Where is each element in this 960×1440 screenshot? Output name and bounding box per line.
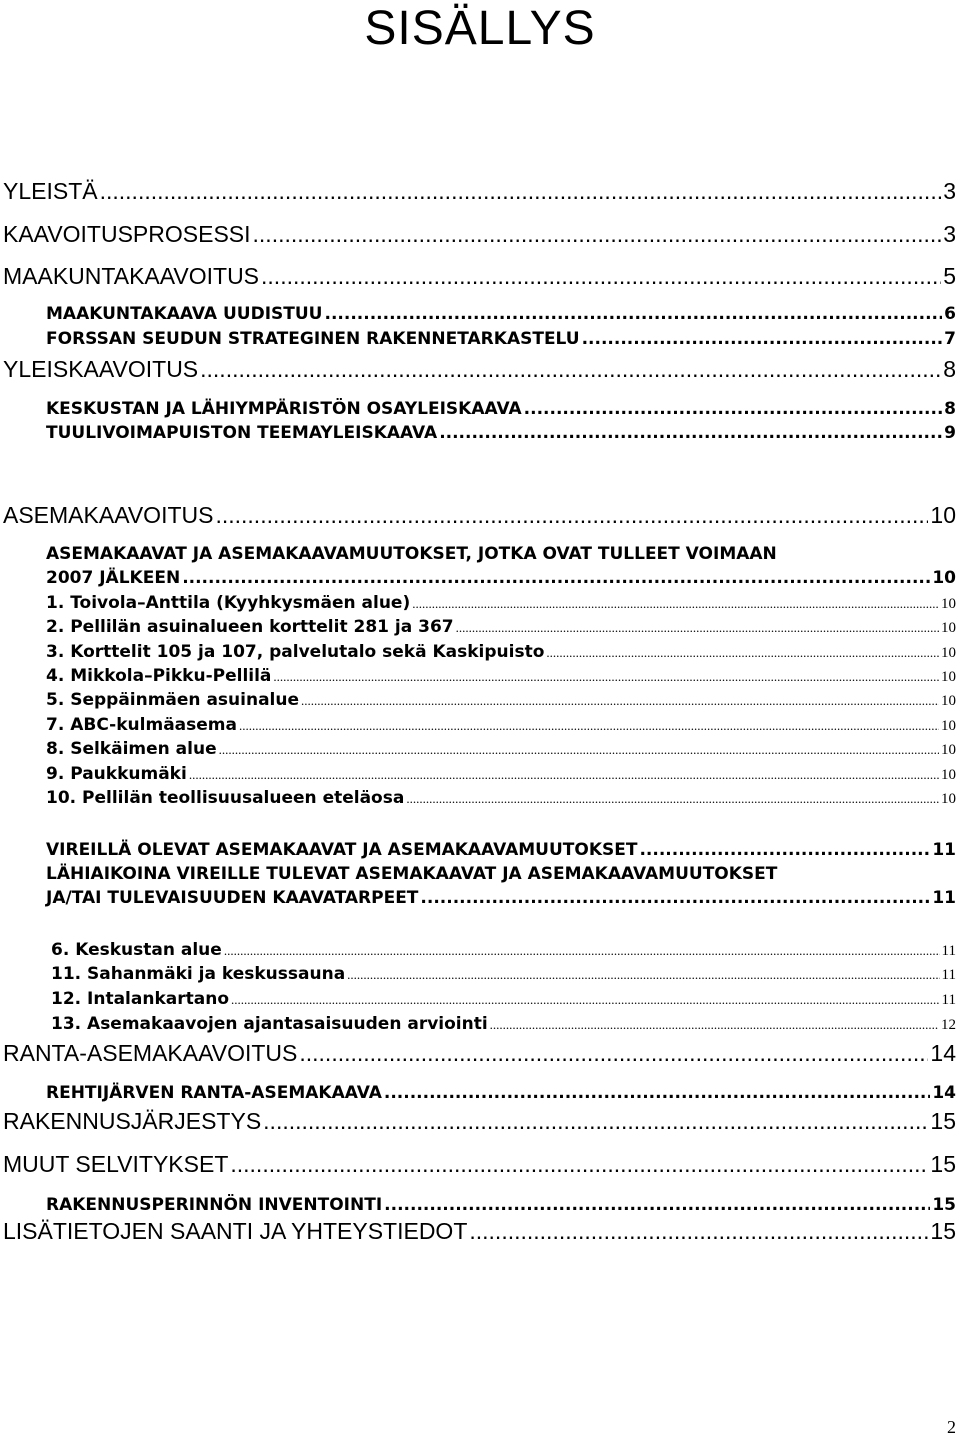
dot-leader: [100, 176, 942, 206]
toc-page-number: 9: [944, 423, 956, 443]
toc-page-number: 15: [930, 1108, 956, 1134]
toc-label: 2. Pellilän asuinalueen korttelit 281 ja 367: [46, 617, 454, 637]
dot-leader: [239, 714, 939, 738]
dot-leader: [469, 1216, 928, 1246]
toc-page-number: 10: [941, 767, 956, 783]
toc-page-number: 10: [930, 502, 956, 528]
toc-label: YLEISTÄ: [3, 178, 98, 204]
toc-page-number: 11: [941, 992, 956, 1008]
toc-entry-rakennusjarjestys[interactable]: [3, 1106, 956, 1136]
toc-page-number: 5: [943, 263, 956, 289]
toc-page-number: 15: [930, 1218, 956, 1244]
toc-label: 6. Keskustan alue: [51, 940, 222, 960]
toc-entry-line1: LÄHIAIKOINA VIREILLE TULEVAT ASEMAKAAVAT JA ASEMAKAAVAMUUTOKSET: [46, 864, 778, 884]
toc-entry-rakennusperinto[interactable]: [46, 1193, 956, 1217]
dot-leader: [224, 939, 940, 963]
toc-page-number: 10: [941, 742, 956, 758]
toc-entry-keskustan-alue[interactable]: [51, 938, 956, 962]
toc-label: 8. Selkäimen alue: [46, 739, 217, 759]
toc-page-number: 8: [944, 399, 956, 419]
toc-page-number: 11: [932, 840, 956, 860]
dot-leader: [230, 1149, 928, 1179]
toc-page-number: 10: [941, 645, 956, 661]
page-title: SISÄLLYS: [364, 2, 596, 55]
toc-entry-asemakaavat-voimaan[interactable]: [46, 566, 956, 590]
toc-label: 9. Paukkumäki: [46, 764, 187, 784]
toc-entry-selkaimen-alue[interactable]: [46, 737, 956, 761]
toc-page-number: 6: [944, 304, 956, 324]
toc-label: TUULIVOIMAPUISTON TEEMAYLEISKAAVA: [46, 423, 438, 443]
toc-page-number: 14: [930, 1040, 956, 1066]
toc-page-number: 15: [932, 1195, 956, 1215]
dot-leader: [301, 689, 939, 713]
dot-leader: [384, 1193, 930, 1217]
toc-entry-ranta-asemakaavoitus[interactable]: [3, 1038, 956, 1068]
toc-label: 4. Mikkola–Pikku-Pellilä: [46, 666, 272, 686]
dot-leader: [406, 787, 939, 811]
toc-label: 13. Asemakaavojen ajantasaisuuden arviointi: [51, 1014, 488, 1034]
toc-label: RAKENNUSJÄRJESTYS: [3, 1108, 262, 1134]
toc-label: VIREILLÄ OLEVAT ASEMAKAAVAT JA ASEMAKAAVAMUUTOKSET: [46, 840, 638, 860]
dot-leader: [524, 397, 943, 421]
toc-entry-kaavoitusprosessi[interactable]: [3, 219, 956, 249]
toc-label: REHTIJÄRVEN RANTA-ASEMAKAAVA: [46, 1083, 382, 1103]
dot-leader: [215, 500, 928, 530]
toc-label: MUUT SELVITYKSET: [3, 1151, 229, 1177]
dot-leader: [324, 302, 942, 326]
toc-entry-yleiskaavoitus[interactable]: [3, 354, 956, 384]
toc-label: KESKUSTAN JA LÄHIYMPÄRISTÖN OSAYLEISKAAVA: [46, 399, 522, 419]
toc-label: MAAKUNTAKAAVOITUS: [3, 263, 260, 289]
dot-leader: [182, 566, 930, 590]
toc-entry-vireilla-olevat[interactable]: [46, 838, 956, 862]
dot-leader: [261, 261, 941, 291]
toc-entry-intalankartano[interactable]: [51, 987, 956, 1011]
toc-page-number: 11: [941, 967, 956, 983]
dot-leader: [420, 886, 930, 910]
toc-page-number: 10: [941, 791, 956, 807]
toc-label: LISÄTIETOJEN SAANTI JA YHTEYSTIEDOT: [3, 1218, 468, 1244]
toc-entry-lisatietojen-saanti[interactable]: [3, 1216, 956, 1246]
toc-label: 10. Pellilän teollisuusalueen eteläosa: [46, 788, 405, 808]
toc-page-number: 10: [941, 596, 956, 612]
toc-label: KAAVOITUSPROSESSI: [3, 221, 251, 247]
toc-entry-toivola-anttila[interactable]: [46, 591, 956, 615]
page-number: 2: [947, 1417, 956, 1437]
toc-entry-line1: ASEMAKAAVAT JA ASEMAKAAVAMUUTOKSET, JOTKA OVAT TULLEET VOIMAAN: [46, 544, 777, 564]
dot-leader: [231, 988, 940, 1012]
toc-page-number: 10: [941, 620, 956, 636]
toc-entry-yleista[interactable]: [3, 176, 956, 206]
toc-label: FORSSAN SEUDUN STRATEGINEN RAKENNETARKASTELU: [46, 329, 580, 349]
dot-leader: [384, 1081, 930, 1105]
dot-leader: [639, 838, 930, 862]
dot-leader: [490, 1013, 939, 1037]
toc-entry-rehtijarvi[interactable]: [46, 1081, 956, 1105]
toc-entry-forssan-seudun[interactable]: [46, 327, 956, 351]
toc-entry-seppainmaki[interactable]: [46, 688, 956, 712]
toc-page-number: 12: [941, 1017, 956, 1033]
toc-page-number: 10: [941, 693, 956, 709]
dot-leader: [263, 1106, 928, 1136]
toc-label: RAKENNUSPERINNÖN INVENTOINTI: [46, 1195, 383, 1215]
toc-page-number: 10: [941, 718, 956, 734]
toc-entry-korttelit-105-107[interactable]: [46, 640, 956, 664]
toc-label: ASEMAKAAVOITUS: [3, 502, 214, 528]
dot-leader: [219, 738, 939, 762]
toc-label: JA/TAI TULEVAISUUDEN KAAVATARPEET: [46, 888, 419, 908]
toc-entry-lahiaikoina[interactable]: [46, 886, 956, 910]
toc-page-number: 11: [932, 888, 956, 908]
dot-leader: [456, 616, 939, 640]
toc-entry-maakuntakaava-uudistuu[interactable]: [46, 302, 956, 326]
dot-leader: [347, 963, 939, 987]
toc-page-number: 10: [932, 568, 956, 588]
toc-label: YLEISKAAVOITUS: [3, 356, 199, 382]
dot-leader: [546, 641, 939, 665]
toc-label: 3. Korttelit 105 ja 107, palvelutalo sekä Kaskipuisto: [46, 642, 545, 662]
toc-label: 1. Toivola–Anttila (Kyyhkysmäen alue): [46, 593, 411, 613]
toc-label: RANTA-ASEMAKAAVOITUS: [3, 1040, 298, 1066]
toc-page-number: 11: [941, 943, 956, 959]
toc-entry-mikkola[interactable]: [46, 664, 956, 688]
toc-entry-sahanmaki[interactable]: [51, 962, 956, 986]
toc-entry-ajantasaisuus[interactable]: [51, 1012, 956, 1036]
toc-page-number: 8: [943, 356, 956, 382]
toc-page-number: 3: [943, 178, 956, 204]
toc-page-number: 3: [943, 221, 956, 247]
toc-entry-pellilan-korttelit[interactable]: [46, 615, 956, 639]
toc-label: 5. Seppäinmäen asuinalue: [46, 690, 300, 710]
dot-leader: [200, 354, 941, 384]
toc-page-number: 15: [930, 1151, 956, 1177]
toc-entry-tuulivoimapuisto[interactable]: [46, 421, 956, 445]
toc-entry-asemakaavoitus[interactable]: [3, 500, 956, 530]
toc-entry-keskustan-osayleiskaava[interactable]: [46, 397, 956, 421]
dot-leader: [582, 327, 943, 351]
toc-label: 7. ABC-kulmäasema: [46, 715, 237, 735]
toc-page-number: 7: [944, 329, 956, 349]
dot-leader: [253, 219, 942, 249]
dot-leader: [299, 1038, 928, 1068]
toc-entry-paukkumaki[interactable]: [46, 762, 956, 786]
toc-page-number: 10: [941, 669, 956, 685]
toc-label: 2007 JÄLKEEN: [46, 568, 181, 588]
toc-entry-maakuntakaavoitus[interactable]: [3, 261, 956, 291]
toc-label: 11. Sahanmäki ja keskussauna: [51, 964, 346, 984]
toc-page-number: 14: [932, 1083, 956, 1103]
toc-label: 12. Intalankartano: [51, 989, 230, 1009]
toc-label: MAAKUNTAKAAVA UUDISTUU: [46, 304, 323, 324]
toc-entry-pellilan-teollisuusalue[interactable]: [46, 786, 956, 810]
dot-leader: [439, 421, 942, 445]
dot-leader: [412, 592, 939, 616]
toc-entry-abc-kulmaasema[interactable]: [46, 713, 956, 737]
dot-leader: [273, 665, 939, 689]
toc-entry-muut-selvitykset[interactable]: [3, 1149, 956, 1179]
dot-leader: [189, 763, 939, 787]
